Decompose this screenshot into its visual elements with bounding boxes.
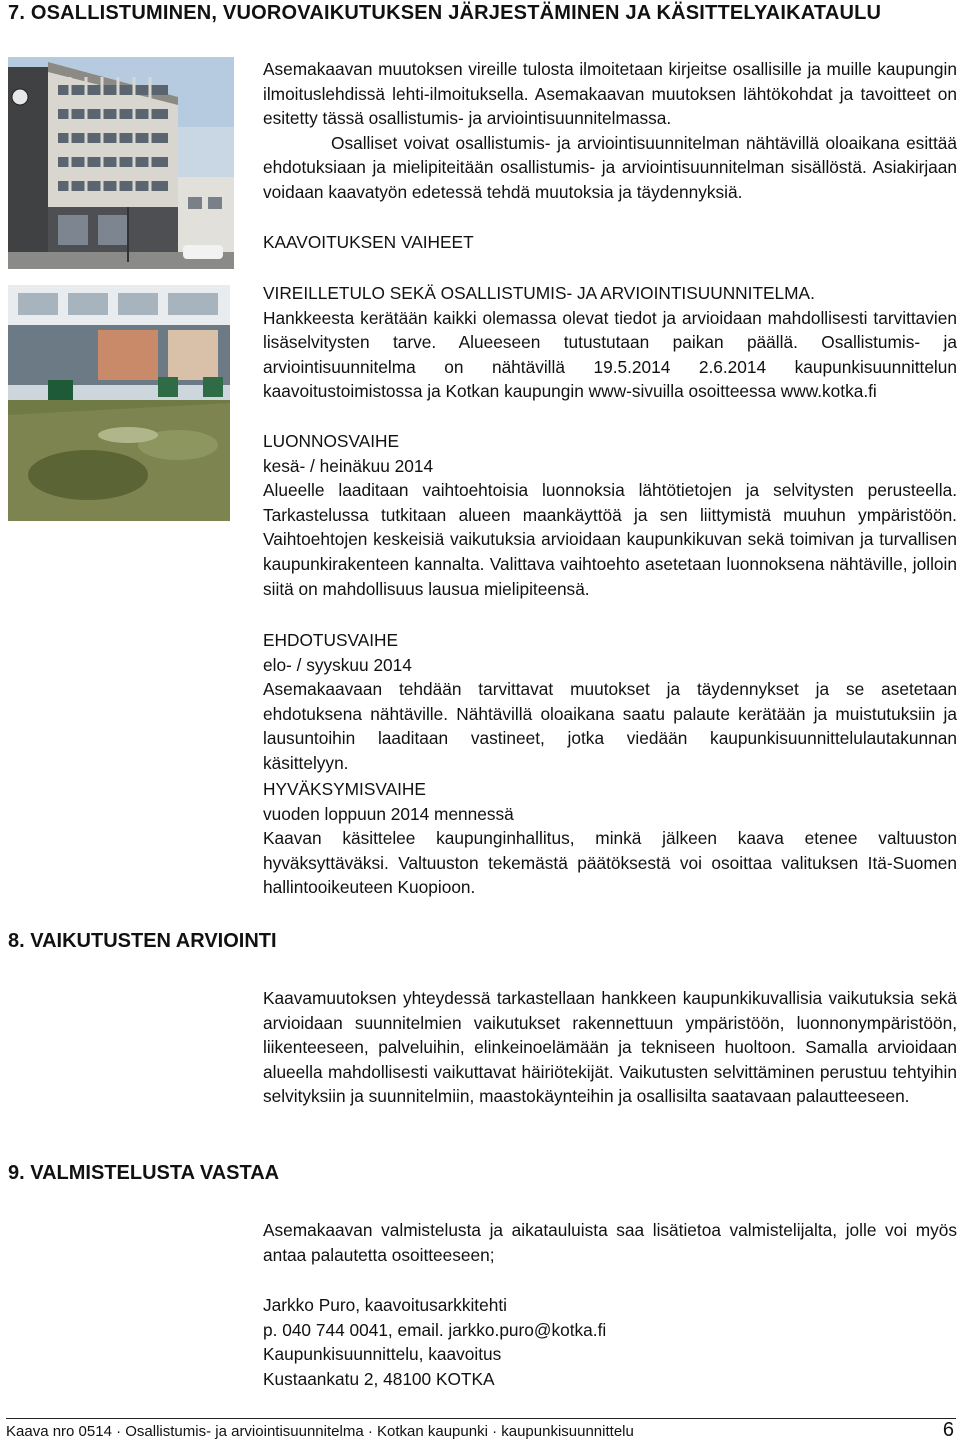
page-number: 6	[942, 1419, 954, 1441]
contact-phone-email: p. 040 744 0041, email. jarkko.puro@kotka.fi	[263, 1319, 607, 1340]
phase-hyvaksymis-text: Kaavan käsittelee kaupunginhallitus, minkä jälkeen kaava etenee valtuuston hyväksyttäväksi. Valtuuston tekemästä päätöksestä voi osoittaa valituksen Itä-Suomen hallintooikeuteen Kuopioon.	[263, 828, 957, 898]
phase-vireilletulo	[263, 281, 957, 404]
phase-hyvaksymis-title: HYVÄKSYMISVAIHE	[263, 779, 426, 799]
intro-paragraph-2: Osalliset voivat osallistumis- ja arviointisuunnitelman nähtävillä oloaikana esittää ehdotuksiaan ja mielipiteitään osallistumis- ja arviointisuunnitelman sisällöstä. Asiakirjaan voidaan kaavatyön edetessä tehdä muutoksia ja täydennyksiä.	[263, 132, 957, 202]
contact-unit: Kaupunkisuunnittelu, kaavoitus	[263, 1344, 502, 1365]
phase-ehdotus-title: EHDOTUSVAIHE	[263, 630, 399, 650]
building-photo	[8, 57, 234, 269]
contact-block	[263, 1293, 957, 1391]
section-8-text: Kaavamuutoksen yhteydessä tarkastellaan hankkeen kaupunkikuvallisia vaikutuksia sekä arvioidaan suunnitelmien vaikutukset rakennettuun ympäristöön, luonnonympäristöön, liikenteeseen, palveluihin, elinkeinoelämään ja tekniseen huoltoon. Samalla arvioidaan alueella mahdollisesti vaikuttavat häiriötekijät. Vaikutusten selvittäminen perustuu tehtyihin selvityksiin ja suunnitelmiin, maastokäynteihin ja osallisilta saatavaan palautteeseen.	[263, 988, 957, 1107]
section-9-text: Asemakaavan valmistelusta ja aikatauluista saa lisätietoa valmistelijalta, jolle voi myös antaa palautetta osoitteeseen;	[263, 1220, 957, 1265]
intro-paragraph-1: Asemakaavan muutoksen vireille tulosta ilmoitetaan kirjeitse osallisille ja muille kaupungin ilmoituslehdissä lehti-ilmoituksella. Asemakaavan muutoksen lähtökohdat ja tavoitteet on esitetty tässä osallistumis- ja arviointisuunnitelmassa.	[263, 59, 957, 129]
phase-ehdotus-time: elo- / syyskuu 2014	[263, 654, 412, 675]
pool-photo	[8, 285, 230, 521]
phase-luonnos-title: LUONNOSVAIHE	[263, 431, 400, 451]
phase-luonnos-time: kesä- / heinäkuu 2014	[263, 455, 434, 476]
phase-vireilletulo-text: Hankkeesta kerätään kaikki olemassa olevat tiedot ja arvioidaan mahdollisesti tarvittavien lisäselvitysten tarve. Alueeseen tutustutaan paikan päällä. Osallistumis- ja arviointisuunnitelma on nähtävillä 19.5.2014 2.6.2014 kaupunkisuunnittelun kaavoitustoimistossa ja Kotkan kaupungin www-sivuilla osoitteessa www.kotka.fi	[263, 307, 957, 402]
phase-luonnos	[263, 429, 957, 601]
section-9-heading: 9. VALMISTELUSTA VASTAA	[8, 1162, 280, 1184]
phase-hyvaksymis	[263, 777, 957, 900]
phase-luonnos-text: Alueelle laaditaan vaihtoehtoisia luonnoksia lähtötietojen ja selvitysten perusteella. Tarkastelussa tutkitaan alueen maankäyttöä ja sen liittymistä muuhun ympäristöön. Vaihtoehtojen keskeisiä vaikutuksia arvioidaan kaupunkikuvan sekä toimivan ja turvallisen kaupunkirakenteen kannalta. Valittava vaihtoehto asetetaan luonnoksena nähtäville, jolloin siitä on mahdollisuus lausua mielipiteensä.	[263, 480, 957, 599]
contact-address: Kustaankatu 2, 48100 KOTKA	[263, 1368, 495, 1389]
phase-ehdotus	[263, 628, 957, 776]
footer-text: Kaava nro 0514 · Osallistumis- ja arviointisuunnitelma · Kotkan kaupunki · kaupunkisuunnittelu	[6, 1423, 634, 1440]
section-8-heading: 8. VAIKUTUSTEN ARVIOINTI	[8, 930, 277, 952]
phase-vireilletulo-title: VIREILLETULO SEKÄ OSALLISTUMIS- JA ARVIOINTISUUNNITELMA.	[263, 283, 815, 303]
phase-ehdotus-text: Asemakaavaan tehdään tarvittavat muutokset ja täydennykset ja se asetetaan ehdotuksena nähtäville. Nähtävillä oloaikana saatu palaute kerätään ja muistutuksiin ja lausuntoihin laaditaan vastineet, jotka viedään kaupunkisuunnittelulautakunnan käsittelyyn.	[263, 679, 957, 773]
contact-name: Jarkko Puro, kaavoitusarkkitehti	[263, 1295, 507, 1315]
section-7-heading: 7. OSALLISTUMINEN, VUOROVAIKUTUKSEN JÄRJESTÄMINEN JA KÄSITTELYAIKATAULU	[8, 2, 882, 24]
intro-block	[263, 57, 957, 205]
page-footer	[6, 1418, 956, 1443]
phases-title: KAAVOITUKSEN VAIHEET	[263, 232, 474, 252]
phase-hyvaksymis-time: vuoden loppuun 2014 mennessä	[263, 803, 514, 824]
